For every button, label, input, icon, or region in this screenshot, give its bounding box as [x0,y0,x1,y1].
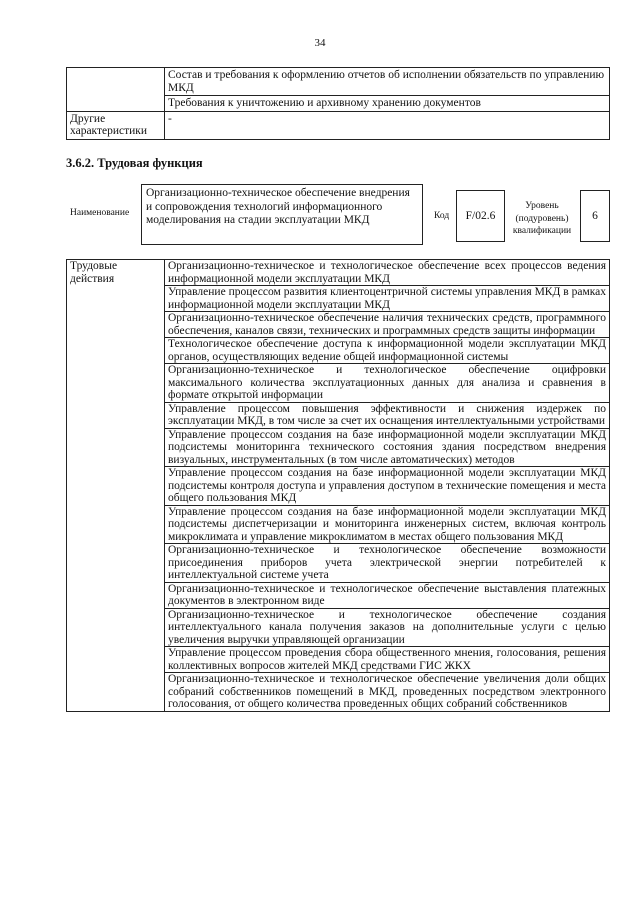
labor-action-item: Организационно-техническое и технологическое обеспечение оцифровки максимального количества эксплуатационных данных для анализа и сравнения в формате открытой информации [165,364,610,403]
row-label: Другие характеристики [67,111,165,139]
labor-action-item: Организационно-техническое обеспечение наличия технических средств, программного обеспечения, каналов связи, технических и программных средств защиты информации [165,312,610,338]
name-label: Наименование [70,208,130,218]
labor-action-item: Технологическое обеспечение доступа к информационной модели эксплуатации МКД органов, осуществляющих ведение общей информационной системы [165,338,610,364]
section-heading: 3.6.2. Трудовая функция [66,156,203,170]
level-label: Уровень (подуровень) квалификации [512,201,572,236]
labor-action-item: Управление процессом создания на базе информационной модели эксплуатации МКД подсистемы диспетчеризации и мониторинга инженерных систем, включая контроль микроклимата и управление микроклиматом в местах общего пользования МКД [165,505,610,544]
table-row [67,260,610,286]
labor-action-item: Управление процессом проведения сбора общественного мнения, голосования, решения коллективных вопросов жителей МКД средствами ГИС ЖКХ [165,647,610,673]
labor-action-item: Управление процессом создания на базе информационной модели эксплуатации МКД подсистемы контроля доступа и управления доступом в технические помещения и места общего пользования МКД [165,467,610,506]
labor-action-item: Организационно-техническое и технологическое обеспечение создания интеллектуального канала получения заказов на дополнительные услуги с целью увеличения выручки управляющей организации [165,608,610,647]
labor-action-item: Управление процессом развития клиентоцентричной системы управления МКД в рамках информационной модели эксплуатации МКД [165,286,610,312]
labor-action-item: Организационно-техническое и технологическое обеспечение возможности присоединения приборов учета электрической энергии потребителей к интеллектуальной системе учета [165,544,610,583]
row-label: Трудовые действия [67,260,165,712]
table-row [67,111,610,139]
function-code: F/02.6 [456,190,505,242]
table-row [67,68,610,96]
function-name: Организационно-техническое обеспечение внедрения и сопровождения технологий информационного моделирования на стадии эксплуатации МКД [141,184,423,245]
labor-action-item: Организационно-техническое и технологическое обеспечение выставления платежных документов в электронном виде [165,582,610,608]
characteristics-table [66,67,610,140]
labor-actions-table [66,259,610,712]
table-cell: Состав и требования к оформлению отчетов об исполнении обязательств по управлению МКД [165,68,610,96]
qualification-level: 6 [580,190,610,242]
table-cell: - [165,111,610,139]
labor-action-item: Организационно-техническое и технологическое обеспечение увеличения доли общих собраний собственников помещений в МКД, проведенных посредством электронного голосования, от общего количества проведенных общих собраний собственников [165,673,610,712]
labor-action-item: Управление процессом повышения эффективности и снижения издержек по эксплуатации МКД, в том числе за счет их оснащения интеллектуальными устройствами [165,402,610,428]
labor-action-item: Организационно-техническое и технологическое обеспечение всех процессов ведения информационной модели эксплуатации МКД [165,260,610,286]
page-number: 34 [314,37,326,49]
labor-action-item: Управление процессом создания на базе информационной модели эксплуатации МКД подсистемы мониторинга технического состояния здания посредством внедрения визуальных, инструментальных (в том числе автоматических) методов [165,428,610,467]
code-label: Код [434,211,450,221]
row-label [67,68,165,112]
table-cell: Требования к уничтожению и архивному хранению документов [165,96,610,112]
